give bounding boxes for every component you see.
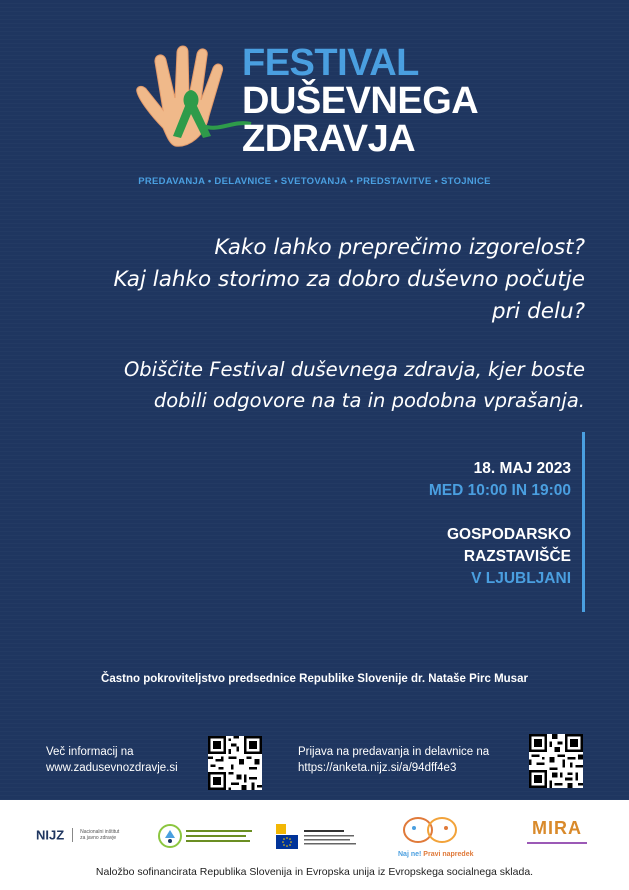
mira-text: MIRA [532,818,582,838]
accent-divider [582,432,585,612]
invite-block [45,354,585,416]
nijz-abbr: NIJZ [36,827,65,843]
naj-ne-text: Naj ne! [398,851,422,858]
event-date-time [429,458,571,502]
more-info [46,744,178,776]
question-2: Kaj lahko storimo za dobro duševno počutje [113,267,585,292]
more-info-label: Več informacij na [46,746,134,758]
registration-url[interactable]: https://anketa.nijz.si/a/94dff4e3 [298,762,457,774]
qr-code-info-icon[interactable] [208,736,262,790]
title-line-1: FESTIVAL [242,42,419,84]
ministry-logo-icon [158,822,258,852]
registration-info [298,744,489,776]
eu-funding-logo-icon [276,822,360,852]
venue-city: V LJUBLJANI [471,570,571,587]
nijz-line-2: za javno zdravje [80,834,117,841]
speech-bubbles-icon [398,816,468,846]
mira-logo [522,818,592,844]
naj-ne-logo [398,816,474,858]
invite-line-1: Obiščite Festival duševnega zdravja, kjer boste [123,358,585,381]
venue-line-1: GOSPODARSKO [446,526,571,543]
footer-funding-note: Naložbo sofinancirata Republika Slovenija in Evropska unija iz Evropskega socialnega sklada. [95,866,534,878]
invite-line-2: dobili odgovore na ta in podobna vprašanja. [153,389,585,412]
festival-title [242,44,478,158]
activities-list: PREDAVANJA • DELAVNICE • SVETOVANJA • PREDSTAVITVE • STOJNICE [138,176,491,187]
event-time: MED 10:00 IN 19:00 [428,482,571,499]
qr-code-registration-icon[interactable] [529,734,583,788]
nijz-line-1: Nacionalni inštitut [80,828,120,835]
more-info-url[interactable]: www.zadusevnozdravje.si [46,762,178,774]
pravi-text: Pravi napredek [423,851,474,858]
question-1: Kako lahko preprečimo izgorelost? [214,235,585,260]
event-venue [447,524,571,590]
title-line-3: ZDRAVJA [242,118,416,160]
hand-ribbon-logo-icon [133,40,253,160]
question-3: pri delu? [491,299,585,324]
event-date: 18. MAJ 2023 [473,460,571,477]
registration-label: Prijava na predavanja in delavnice na [298,746,490,758]
nijz-logo [36,826,119,844]
questions-block [65,232,585,328]
title-line-2: DUŠEVNEGA [242,80,479,122]
patronage-text: Častno pokroviteljstvo predsednice Republike Slovenije dr. Nataše Pirc Musar [101,673,528,685]
partner-logos-strip [0,800,629,890]
venue-line-2: RAZSTAVIŠČE [463,548,571,565]
